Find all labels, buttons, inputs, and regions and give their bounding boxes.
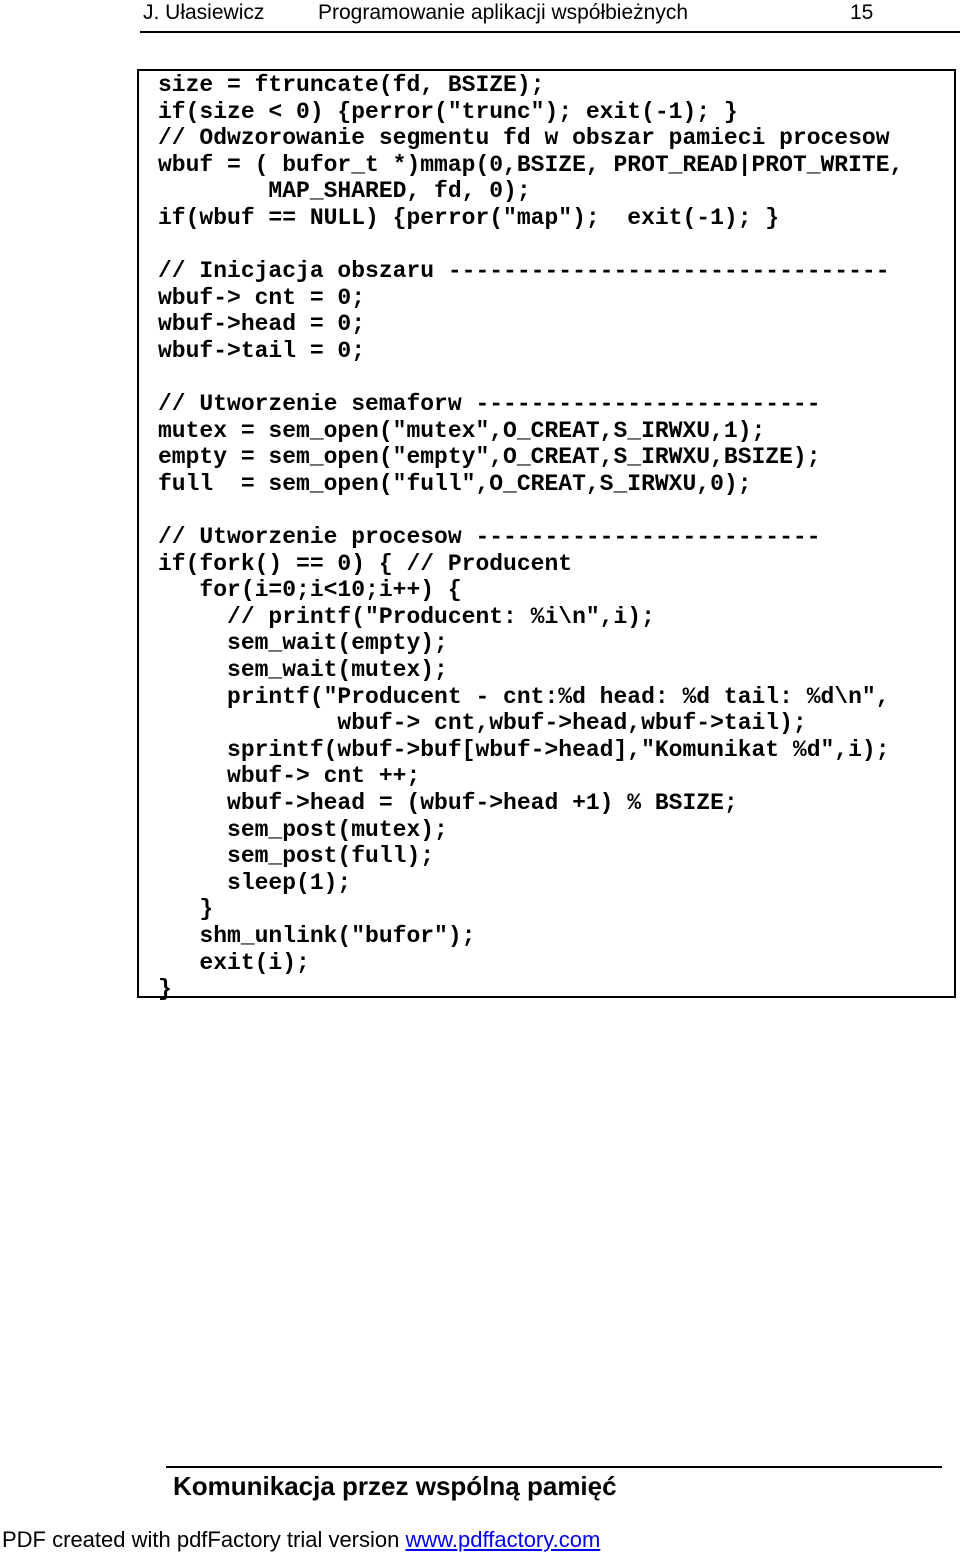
code-line: size = ftruncate(fd, BSIZE); (158, 72, 545, 98)
page-header (0, 0, 960, 28)
code-line: sem_wait(mutex); (158, 657, 448, 684)
code-line: wbuf->head = 0; (158, 311, 366, 338)
page-number: 15 (850, 1, 874, 24)
section-title: Komunikacja przez wspólną pamięć (173, 1471, 617, 1501)
code-line: if(fork() == 0) { // Producent (158, 550, 573, 577)
code-line: sem_wait(empty); (158, 630, 448, 657)
code-line: if(wbuf == NULL) {perror("map"); exit(-1); } (158, 204, 780, 231)
code-line: wbuf-> cnt = 0; (158, 284, 366, 311)
code-line: wbuf-> cnt ++; (158, 763, 421, 790)
code-listing-box (137, 69, 956, 1003)
code-line: // printf("Producent: %i\n",i); (158, 603, 655, 630)
pdf-note-text: PDF created with pdfFactory trial version (2, 1527, 406, 1552)
code-line: // Odwzorowanie segmentu fd w obszar pamieci procesow (158, 125, 890, 152)
header-divider (140, 31, 960, 33)
code-line: printf("Producent - cnt:%d head: %d tail: %d\n", (158, 683, 890, 710)
footer-divider (166, 1466, 942, 1468)
header-author: J. Ułasiewicz (143, 1, 265, 24)
code-line: full = sem_open("full",O_CREAT,S_IRWXU,0); (158, 470, 752, 497)
code-line: } (158, 976, 172, 1003)
code-line: wbuf->tail = 0; (158, 337, 366, 364)
code-line: // Utworzenie procesow ------------------------- (158, 524, 821, 551)
code-line: // Utworzenie semaforw ------------------------- (158, 391, 821, 418)
code-line: sem_post(full); (158, 843, 435, 870)
code-line: wbuf->head = (wbuf->head +1) % BSIZE; (158, 790, 738, 817)
code-line: sprintf(wbuf->buf[wbuf->head],"Komunikat %d",i); (158, 736, 890, 763)
code-line: wbuf-> cnt,wbuf->head,wbuf->tail); (158, 710, 807, 737)
code-line: empty = sem_open("empty",O_CREAT,S_IRWXU,BSIZE); (158, 444, 821, 471)
pdf-creator-note (2, 1527, 600, 1553)
code-line: MAP_SHARED, fd, 0); (158, 178, 531, 205)
header-title: Programowanie aplikacji współbieżnych (318, 1, 689, 24)
code-line: if(size < 0) {perror("trunc"); exit(-1); } (158, 98, 738, 125)
code-line: sleep(1); (158, 869, 352, 896)
code-line: exit(i); (158, 949, 310, 976)
code-listing (158, 72, 903, 1003)
code-line: } (158, 896, 214, 923)
code-line: sem_post(mutex); (158, 816, 448, 843)
code-line: shm_unlink("bufor"); (158, 923, 476, 949)
code-line: mutex = sem_open("mutex",O_CREAT,S_IRWXU,1); (158, 417, 766, 444)
code-line: for(i=0;i<10;i++) { (158, 577, 462, 604)
code-line: // Inicjacja obszaru -------------------------------- (158, 258, 890, 285)
code-line: wbuf = ( bufor_t *)mmap(0,BSIZE, PROT_READ|PROT_WRITE, (158, 151, 904, 178)
pdffactory-link[interactable]: www.pdffactory.com (405, 1527, 601, 1552)
